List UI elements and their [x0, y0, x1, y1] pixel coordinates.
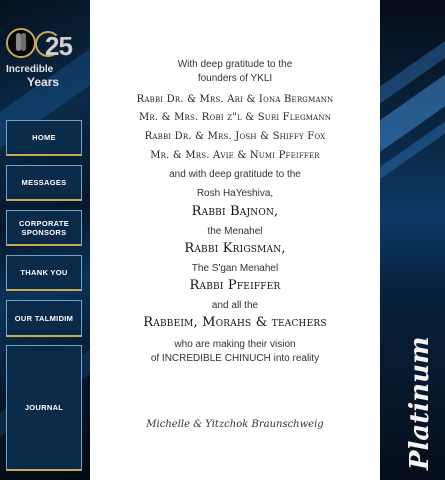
sidebar	[0, 0, 90, 480]
menahel-title: the Menahel	[207, 226, 263, 237]
nav-corporate-line1: CORPORATE	[18, 218, 70, 228]
sgan-menahel-title: The S'gan Menahel	[191, 263, 279, 274]
nav-corporate-line2: SPONSORS	[21, 227, 67, 237]
nav-thank-you-label: THANK YOU	[20, 268, 68, 277]
logo-number: 25	[45, 31, 72, 61]
nav-thank-you-button[interactable]	[6, 255, 82, 291]
nav-journal-button[interactable]	[6, 345, 82, 471]
nav-home-button[interactable]	[6, 120, 82, 156]
signature: Michelle & Yitzchok Braunschweig	[146, 419, 324, 430]
nav-our-talmidim-label: OUR TALMIDIM	[14, 313, 74, 323]
nav-messages-label: MESSAGES	[21, 178, 67, 187]
tier-strip	[380, 0, 445, 480]
nav-our-talmidim-button[interactable]	[6, 300, 82, 337]
nav-home-label: HOME	[32, 133, 56, 142]
nav-journal-label: JOURNAL	[24, 403, 64, 412]
logo-word-incredible: Incredible	[6, 64, 54, 75]
founder-4: Mr. & Mrs. Avie & Numi Pfeiffer	[150, 150, 320, 161]
intro-line-1: With deep gratitude to the	[177, 59, 293, 70]
and-all-line: and all the	[211, 300, 259, 311]
ykli-emblem-icon	[6, 28, 36, 58]
platinum-tier-label: Platinum	[405, 336, 435, 470]
sgan-menahel-name: Rabbi Pfeiffer	[189, 278, 281, 293]
nav-corporate-sponsors-button[interactable]	[6, 210, 82, 246]
vision-line-1: who are making their vision	[174, 339, 296, 350]
vision-line-2: of INCREDIBLE CHINUCH into reality	[150, 353, 320, 364]
journal-ad-page	[90, 0, 380, 480]
rosh-yeshiva-name: Rabbi Bajnon,	[191, 204, 279, 219]
menahel-name: Rabbi Krigsman,	[184, 241, 286, 256]
gratitude-line: and with deep gratitude to the	[169, 169, 301, 180]
founder-2: Mr. & Mrs. Robi z"l & Suri Flegmann	[138, 112, 332, 123]
intro-line-2: founders of YKLI	[197, 73, 273, 84]
logo-word-years: Years	[27, 75, 60, 89]
founder-1: Rabbi Dr. & Mrs. Ari & Iona Bergmann	[136, 94, 334, 105]
incredible-years-logo[interactable]	[3, 25, 77, 99]
nav-messages-button[interactable]	[6, 165, 82, 201]
founder-3: Rabbi Dr. & Mrs. Josh & Shiffy Fox	[144, 131, 326, 142]
rabbeim-line: Rabbeim, Morahs & teachers	[143, 315, 327, 330]
rosh-yeshiva-title: Rosh HaYeshiva,	[196, 188, 274, 199]
nav-corporate-label	[19, 219, 69, 237]
